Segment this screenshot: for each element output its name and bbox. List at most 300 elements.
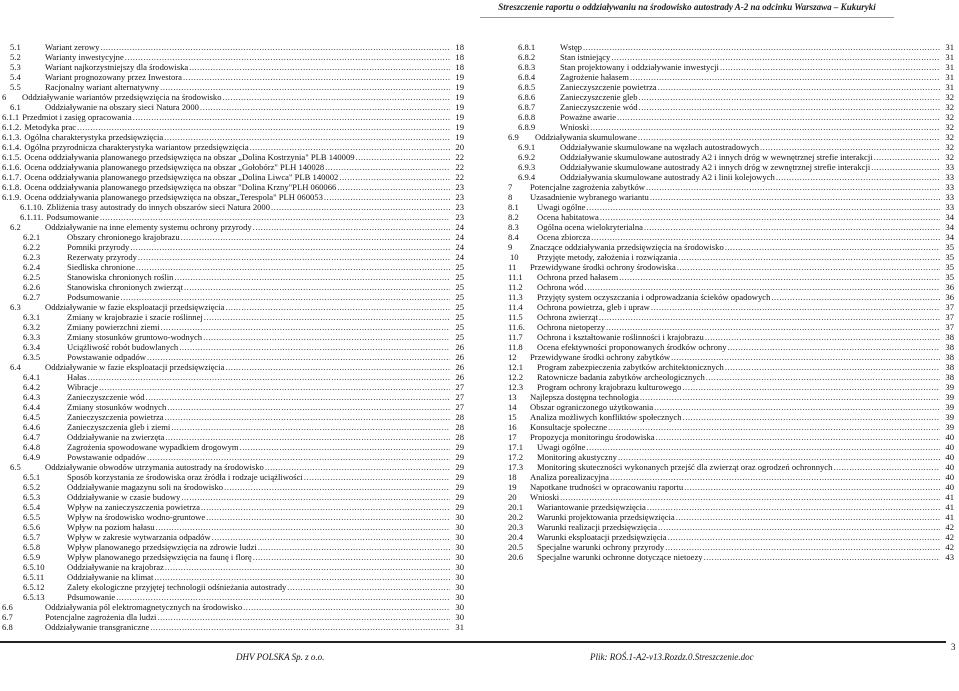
toc-entry[interactable] bbox=[505, 122, 954, 132]
toc-entry-page: 30 bbox=[455, 572, 464, 582]
dot-leader bbox=[668, 532, 940, 542]
toc-entry-number: 6.8 bbox=[2, 622, 13, 632]
toc-entry-number: 14 bbox=[508, 402, 517, 412]
toc-entry[interactable] bbox=[505, 402, 954, 412]
toc-entry-page: 41 bbox=[945, 512, 954, 522]
toc-entry-page: 28 bbox=[455, 432, 464, 442]
toc-entry-page: 18 bbox=[455, 42, 464, 52]
toc-entry[interactable] bbox=[0, 282, 464, 292]
toc-entry[interactable] bbox=[0, 52, 464, 62]
toc-entry[interactable] bbox=[0, 342, 464, 352]
toc-entry[interactable] bbox=[0, 482, 464, 492]
toc-entry[interactable] bbox=[505, 532, 954, 542]
toc-entry-number: 6.5.4 bbox=[23, 502, 41, 512]
toc-entry-page: 19 bbox=[455, 112, 464, 122]
toc-entry[interactable] bbox=[0, 222, 464, 232]
toc-entry-title: Uzasadnienie wybranego wariantu bbox=[530, 192, 649, 202]
toc-entry[interactable] bbox=[0, 402, 464, 412]
toc-entry-title: Powstawanie odpadów bbox=[67, 352, 147, 362]
toc-entry[interactable] bbox=[505, 172, 954, 182]
toc-entry-page: 30 bbox=[455, 552, 464, 562]
toc-entry-page: 30 bbox=[455, 612, 464, 622]
toc-entry-number: 17.1 bbox=[508, 442, 524, 452]
dot-leader bbox=[225, 302, 450, 312]
toc-entry-title: Zmiany powierzchni ziemi bbox=[67, 322, 160, 332]
toc-entry-title: Zmiany w krajobrazie i szacie roślinnej bbox=[67, 312, 203, 322]
toc-entry[interactable] bbox=[0, 202, 464, 212]
toc-entry[interactable] bbox=[505, 522, 954, 532]
toc-entry-title: Podsumowanie bbox=[46, 212, 99, 222]
toc-entry[interactable] bbox=[0, 122, 464, 132]
toc-entry[interactable] bbox=[0, 182, 464, 192]
toc-entry-page: 28 bbox=[455, 412, 464, 422]
toc-entry-number: 6.1.5. bbox=[2, 152, 22, 162]
dot-leader bbox=[610, 472, 940, 482]
dot-leader bbox=[324, 192, 450, 202]
toc-entry-title: Obszar ograniczonego użytkowania bbox=[530, 402, 654, 412]
toc-entry-number: 12.1 bbox=[508, 362, 524, 372]
toc-entry[interactable] bbox=[0, 472, 464, 482]
toc-entry[interactable] bbox=[0, 322, 464, 332]
toc-entry-title: Ochrona powietrza, gleb i upraw bbox=[537, 302, 650, 312]
toc-entry-page: 26 bbox=[455, 352, 464, 362]
toc-entry[interactable] bbox=[0, 372, 464, 382]
toc-entry[interactable] bbox=[505, 482, 954, 492]
toc-entry-page: 37 bbox=[945, 322, 954, 332]
dot-leader bbox=[147, 352, 450, 362]
toc-entry[interactable] bbox=[0, 92, 464, 102]
toc-entry-page: 42 bbox=[945, 522, 954, 532]
toc-entry-title: Oddziaływania skumulowane bbox=[535, 132, 637, 142]
toc-entry[interactable] bbox=[0, 612, 464, 622]
toc-entry-page: 29 bbox=[455, 502, 464, 512]
toc-entry-title: Zalety ekologiczne przyjętej technologii odśnieżania autostrady bbox=[67, 582, 287, 592]
dot-leader bbox=[337, 182, 450, 192]
toc-entry[interactable] bbox=[505, 232, 954, 242]
toc-entry-title: Zagrożenie hałasem bbox=[560, 72, 629, 82]
toc-entry-page: 38 bbox=[945, 362, 954, 372]
toc-entry-number: 6.4 bbox=[10, 362, 21, 372]
dot-leader bbox=[618, 452, 940, 462]
toc-entry-title: Ochrona zwierząt bbox=[537, 312, 598, 322]
toc-entry[interactable] bbox=[0, 602, 464, 612]
toc-entry[interactable] bbox=[0, 152, 464, 162]
toc-entry-title: Potencjalne zagrożenia zabytków bbox=[530, 182, 646, 192]
toc-entry[interactable] bbox=[0, 492, 464, 502]
dot-leader bbox=[590, 122, 940, 132]
toc-entry-title: Uwagi ogólne bbox=[537, 442, 586, 452]
toc-entry-page: 28 bbox=[455, 422, 464, 432]
toc-entry-page: 26 bbox=[455, 372, 464, 382]
toc-entry[interactable] bbox=[0, 432, 464, 442]
dot-leader bbox=[224, 482, 450, 492]
toc-entry-title: Oddziaływanie na obszary sieci Natura 2000 bbox=[45, 102, 199, 112]
toc-entry[interactable] bbox=[0, 172, 464, 182]
toc-entry[interactable] bbox=[0, 212, 464, 222]
dot-leader bbox=[164, 132, 450, 142]
dot-leader bbox=[683, 412, 940, 422]
toc-entry-title: Metodyka prac bbox=[24, 122, 77, 132]
dot-leader bbox=[586, 442, 940, 452]
toc-entry[interactable] bbox=[0, 142, 464, 152]
toc-entry-title: Zanieczyszczenie wód bbox=[67, 392, 145, 402]
toc-entry[interactable] bbox=[505, 102, 954, 112]
toc-entry[interactable] bbox=[0, 392, 464, 402]
dot-leader bbox=[150, 622, 450, 632]
toc-entry[interactable] bbox=[505, 452, 954, 462]
toc-entry[interactable] bbox=[505, 392, 954, 402]
toc-entry[interactable] bbox=[505, 222, 954, 232]
toc-entry[interactable] bbox=[0, 192, 464, 202]
toc-entry[interactable] bbox=[0, 332, 464, 342]
dot-leader bbox=[206, 512, 450, 522]
toc-entry[interactable] bbox=[505, 362, 954, 372]
toc-entry-number: 6.9.2 bbox=[518, 152, 536, 162]
toc-entry-number: 11.7 bbox=[508, 332, 523, 342]
toc-entry-number: 6.8.6 bbox=[518, 92, 536, 102]
dot-leader bbox=[225, 362, 450, 372]
toc-entry[interactable] bbox=[0, 62, 464, 72]
dot-leader bbox=[704, 552, 940, 562]
toc-entry[interactable] bbox=[0, 452, 464, 462]
toc-entry-number: 20.4 bbox=[508, 532, 524, 542]
toc-entry-page: 31 bbox=[455, 622, 464, 632]
dot-leader bbox=[725, 242, 940, 252]
toc-entry-title: Program zabezpieczenia zabytków architektonicznych bbox=[537, 362, 724, 372]
dot-leader bbox=[725, 362, 940, 372]
toc-entry[interactable] bbox=[0, 42, 464, 52]
toc-entry-page: 35 bbox=[945, 262, 954, 272]
toc-entry-title: Oddziaływanie w fazie eksploatacji przedsięwzięcia bbox=[45, 362, 225, 372]
dot-leader bbox=[138, 252, 450, 262]
dot-leader bbox=[608, 422, 940, 432]
toc-entry[interactable] bbox=[505, 542, 954, 552]
dot-leader bbox=[181, 232, 450, 242]
toc-entry-page: 35 bbox=[945, 242, 954, 252]
toc-entry[interactable] bbox=[505, 492, 954, 502]
toc-entry-number: 17 bbox=[508, 432, 517, 442]
toc-entry[interactable] bbox=[505, 162, 954, 172]
toc-entry-number: 6.1.4. bbox=[2, 142, 22, 152]
toc-entry[interactable] bbox=[505, 382, 954, 392]
toc-entry[interactable] bbox=[505, 302, 954, 312]
toc-entry-number: 6 bbox=[2, 92, 7, 102]
toc-entry-title: Wpływ planowanego przedsięwzięcia na zdrowie ludzi bbox=[67, 542, 257, 552]
toc-entry-title: Wstęp bbox=[560, 42, 582, 52]
toc-entry-title: Ochrona i kształtowanie roślinności i krajobrazu bbox=[537, 332, 704, 342]
toc-entry[interactable] bbox=[505, 502, 954, 512]
toc-entry[interactable] bbox=[505, 442, 954, 452]
toc-entry[interactable] bbox=[0, 382, 464, 392]
toc-entry-page: 38 bbox=[945, 352, 954, 362]
dot-leader bbox=[656, 432, 940, 442]
toc-entry-title: Zanieczyszczenie wód bbox=[560, 102, 638, 112]
toc-entry-number: 6.4.8 bbox=[23, 442, 41, 452]
toc-entry[interactable] bbox=[0, 242, 464, 252]
header-rule bbox=[480, 17, 894, 18]
toc-entry-title: Wariant zerowy bbox=[45, 42, 100, 52]
toc-entry-number: 11.4 bbox=[508, 302, 523, 312]
toc-entry[interactable] bbox=[505, 292, 954, 302]
toc-entry-page: 41 bbox=[945, 492, 954, 502]
toc-entry-number: 6.5.9 bbox=[23, 552, 41, 562]
toc-entry[interactable] bbox=[0, 362, 464, 372]
toc-entry-number: 11.2 bbox=[508, 282, 523, 292]
toc-entry-title: Przedmiot i zasięg opracowania bbox=[22, 112, 132, 122]
toc-entry[interactable] bbox=[505, 312, 954, 322]
toc-entry-number: 6.7 bbox=[2, 612, 13, 622]
toc-entry[interactable] bbox=[505, 552, 954, 562]
toc-entry-number: 6.4.5 bbox=[23, 412, 41, 422]
dot-leader bbox=[116, 592, 450, 602]
toc-entry-title: Oddziaływanie skumulowane na węzłach autostradowych bbox=[560, 142, 760, 152]
toc-entry-title: Propozycja monitoringu środowiska bbox=[530, 432, 655, 442]
dot-leader bbox=[678, 252, 940, 262]
toc-entry[interactable] bbox=[0, 572, 464, 582]
toc-entry[interactable] bbox=[505, 512, 954, 522]
toc-entry-number: 11 bbox=[508, 262, 517, 272]
toc-entry[interactable] bbox=[0, 422, 464, 432]
toc-entry-page: 30 bbox=[455, 592, 464, 602]
toc-entry-number: 7 bbox=[508, 182, 513, 192]
toc-entry-page: 23 bbox=[455, 202, 464, 212]
toc-entry[interactable] bbox=[0, 512, 464, 522]
toc-entry[interactable] bbox=[505, 182, 954, 192]
toc-entry-page: 18 bbox=[455, 62, 464, 72]
toc-entry-number: 6.1.2. bbox=[2, 122, 22, 132]
toc-entry-number: 6.8.9 bbox=[518, 122, 536, 132]
toc-entry[interactable] bbox=[0, 302, 464, 312]
toc-entry[interactable] bbox=[505, 192, 954, 202]
toc-entry-title: Oddziaływania pól elektromagnetycznych na środowisko bbox=[45, 602, 243, 612]
toc-entry[interactable] bbox=[505, 352, 954, 362]
toc-entry[interactable] bbox=[505, 242, 954, 252]
toc-entry-page: 31 bbox=[945, 62, 954, 72]
toc-entry-title: Wariant najkorzystniejszy dla środowiska bbox=[45, 62, 189, 72]
toc-entry-number: 6.8.7 bbox=[518, 102, 536, 112]
toc-entry-number: 20 bbox=[508, 492, 517, 502]
toc-entry-title: Wariant prognozowany przez Inwestora bbox=[45, 72, 182, 82]
toc-entry[interactable] bbox=[505, 322, 954, 332]
toc-entry[interactable] bbox=[0, 592, 464, 602]
toc-entry[interactable] bbox=[0, 102, 464, 112]
toc-entry-number: 6.1.9. bbox=[2, 192, 22, 202]
toc-entry[interactable] bbox=[505, 82, 954, 92]
toc-entry-page: 34 bbox=[945, 212, 954, 222]
toc-entry-number: 6.4.4 bbox=[23, 402, 41, 412]
dot-leader bbox=[776, 172, 940, 182]
dot-leader bbox=[157, 612, 450, 622]
toc-entry-title: Zagrożenia spowodowane wypadkiem drogowym bbox=[67, 442, 239, 452]
toc-entry-number: 16 bbox=[508, 422, 517, 432]
toc-entry[interactable] bbox=[0, 272, 464, 282]
toc-entry-number: 8.3 bbox=[508, 222, 519, 232]
dot-leader bbox=[611, 52, 940, 62]
toc-entry-number: 6.5.3 bbox=[23, 492, 41, 502]
toc-entry-number: 5.3 bbox=[10, 62, 21, 72]
toc-entry[interactable] bbox=[0, 82, 464, 92]
toc-entry[interactable] bbox=[505, 432, 954, 442]
toc-entry-title: Wnioski bbox=[560, 122, 590, 132]
toc-entry[interactable] bbox=[0, 292, 464, 302]
toc-entry[interactable] bbox=[0, 502, 464, 512]
toc-entry-number: 6.1.3. bbox=[2, 132, 22, 142]
toc-entry[interactable] bbox=[505, 152, 954, 162]
toc-entry-number: 20.2 bbox=[508, 512, 524, 522]
dot-leader bbox=[760, 142, 940, 152]
toc-entry[interactable] bbox=[0, 72, 464, 82]
toc-entry[interactable] bbox=[0, 352, 464, 362]
toc-entry-title: Przewidywane środki ochrony środowiska bbox=[530, 262, 676, 272]
dot-leader bbox=[871, 162, 940, 172]
toc-entry[interactable] bbox=[505, 252, 954, 262]
toc-entry[interactable] bbox=[0, 112, 464, 122]
toc-entry-title: Oddziaływanie w fazie eksploatacji przedsięwzięcia bbox=[45, 302, 225, 312]
toc-entry-number: 9 bbox=[508, 242, 513, 252]
toc-entry-page: 25 bbox=[455, 292, 464, 302]
toc-entry[interactable] bbox=[0, 462, 464, 472]
toc-entry[interactable] bbox=[505, 282, 954, 292]
toc-entry-number: 17.2 bbox=[508, 452, 524, 462]
toc-entry[interactable] bbox=[505, 132, 954, 142]
toc-entry[interactable] bbox=[0, 552, 464, 562]
toc-entry-page: 25 bbox=[455, 332, 464, 342]
dot-leader bbox=[720, 62, 940, 72]
toc-entry-title: Napotkane trudności w opracowaniu raportu bbox=[530, 482, 684, 492]
toc-entry[interactable] bbox=[0, 262, 464, 272]
toc-entry-title: Przewidywane środki ochrony zabytków bbox=[530, 352, 671, 362]
toc-entry-title: Powstawanie odpadów bbox=[67, 452, 147, 462]
toc-entry[interactable] bbox=[505, 62, 954, 72]
toc-entry-page: 19 bbox=[455, 72, 464, 82]
dot-leader bbox=[560, 492, 940, 502]
toc-entry[interactable] bbox=[0, 522, 464, 532]
toc-entry[interactable] bbox=[0, 442, 464, 452]
toc-entry[interactable] bbox=[505, 142, 954, 152]
dot-leader bbox=[682, 382, 940, 392]
toc-entry-title: Analiza możliwych konfliktów społecznych bbox=[530, 412, 682, 422]
footer-rule bbox=[0, 641, 946, 643]
toc-entry-title: Pomniki przyrody bbox=[67, 242, 130, 252]
toc-entry-number: 12.3 bbox=[508, 382, 524, 392]
toc-entry[interactable] bbox=[505, 52, 954, 62]
toc-entry[interactable] bbox=[0, 232, 464, 242]
toc-entry-number: 6.2.4 bbox=[23, 262, 41, 272]
dot-leader bbox=[706, 372, 940, 382]
toc-entry[interactable] bbox=[0, 532, 464, 542]
toc-entry[interactable] bbox=[505, 72, 954, 82]
toc-entry-page: 25 bbox=[455, 282, 464, 292]
dot-leader bbox=[165, 562, 450, 572]
toc-entry-page: 23 bbox=[455, 182, 464, 192]
toc-entry[interactable] bbox=[505, 272, 954, 282]
toc-entry-number: 10 bbox=[510, 252, 519, 262]
toc-entry-page: 29 bbox=[455, 472, 464, 482]
toc-entry[interactable] bbox=[505, 332, 954, 342]
page-number: 3 bbox=[951, 642, 956, 652]
toc-entry-number: 5.1 bbox=[10, 42, 21, 52]
toc-entry-page: 19 bbox=[455, 102, 464, 112]
dot-leader bbox=[77, 122, 450, 132]
toc-entry-title: Wpływ w zakresie wytwarzania odpadów bbox=[67, 532, 211, 542]
toc-entry-number: 11.1 bbox=[508, 272, 523, 282]
toc-entry-number: 20.6 bbox=[508, 552, 524, 562]
toc-entry-title: Monitoring akustyczny bbox=[537, 452, 617, 462]
toc-entry[interactable] bbox=[505, 462, 954, 472]
dot-leader bbox=[638, 132, 940, 142]
dot-leader bbox=[651, 302, 940, 312]
toc-entry-title: Stan projektowany i oddziaływanie inwestycji bbox=[560, 62, 719, 72]
toc-entry-number: 6.2.6 bbox=[23, 282, 41, 292]
toc-entry[interactable] bbox=[505, 202, 954, 212]
toc-entry-number: 6.5 bbox=[10, 462, 21, 472]
toc-entry[interactable] bbox=[0, 582, 464, 592]
dot-leader bbox=[583, 42, 940, 52]
toc-entry[interactable] bbox=[505, 412, 954, 422]
toc-entry[interactable] bbox=[505, 372, 954, 382]
dot-leader bbox=[705, 332, 940, 342]
toc-entry-title: Wariantowanie przedsięwzięcia bbox=[537, 502, 646, 512]
toc-entry[interactable] bbox=[505, 92, 954, 102]
toc-entry-title: Ratownicze badania zabytków archeologicznych bbox=[537, 372, 705, 382]
dot-leader bbox=[677, 262, 940, 272]
dot-leader bbox=[147, 452, 450, 462]
toc-entry-title: Oddziaływanie skumulowane autostrady A2 i innych dróg w wewnętrznej strefie interakcji bbox=[560, 152, 873, 162]
toc-entry-number: 13 bbox=[508, 392, 517, 402]
toc-entry[interactable] bbox=[505, 112, 954, 122]
toc-entry[interactable] bbox=[505, 42, 954, 52]
toc-entry[interactable] bbox=[505, 342, 954, 352]
toc-entry-page: 29 bbox=[455, 452, 464, 462]
toc-entry[interactable] bbox=[0, 562, 464, 572]
toc-entry[interactable] bbox=[505, 472, 954, 482]
toc-entry[interactable] bbox=[0, 132, 464, 142]
toc-entry-title: Ocena habitatowa bbox=[537, 212, 599, 222]
toc-entry-title: Wpływ na środowisko wodno-gruntowe bbox=[67, 512, 206, 522]
toc-entry-number: 6.5.8 bbox=[23, 542, 41, 552]
toc-entry[interactable] bbox=[505, 262, 954, 272]
toc-entry[interactable] bbox=[0, 252, 464, 262]
toc-entry-title: Zanieczyszczenia gleb i ziemi bbox=[67, 422, 171, 432]
toc-entry-page: 36 bbox=[945, 292, 954, 302]
toc-entry[interactable] bbox=[0, 622, 464, 632]
toc-entry-number: 6.4.1 bbox=[23, 372, 41, 382]
dot-leader bbox=[586, 202, 940, 212]
toc-entry[interactable] bbox=[0, 162, 464, 172]
toc-entry-title: Stanowiska chronionych roślin bbox=[67, 272, 174, 282]
toc-entry-title: Wpływ na zanieczyszczenia powietrza bbox=[67, 502, 200, 512]
toc-entry-page: 29 bbox=[455, 462, 464, 472]
toc-entry-page: 27 bbox=[455, 382, 464, 392]
toc-entry-page: 25 bbox=[455, 322, 464, 332]
dot-leader bbox=[617, 112, 940, 122]
toc-entry[interactable] bbox=[0, 412, 464, 422]
toc-entry-number: 6.5.10 bbox=[23, 562, 45, 572]
dot-leader bbox=[165, 412, 450, 422]
toc-entry-page: 30 bbox=[455, 512, 464, 522]
toc-entry-title: Przyjęte metody, założenia i rozwiązania bbox=[537, 252, 678, 262]
toc-entry-page: 39 bbox=[945, 382, 954, 392]
dot-leader bbox=[654, 402, 940, 412]
dot-leader bbox=[658, 522, 940, 532]
toc-entry-number: 6.1 bbox=[10, 102, 21, 112]
toc-entry[interactable] bbox=[0, 542, 464, 552]
toc-entry-number: 6.8.4 bbox=[518, 72, 536, 82]
toc-entry[interactable] bbox=[505, 422, 954, 432]
toc-entry-title: Zanieczyszczenie powietrza bbox=[560, 82, 657, 92]
toc-entry[interactable] bbox=[505, 212, 954, 222]
toc-entry[interactable] bbox=[0, 312, 464, 322]
